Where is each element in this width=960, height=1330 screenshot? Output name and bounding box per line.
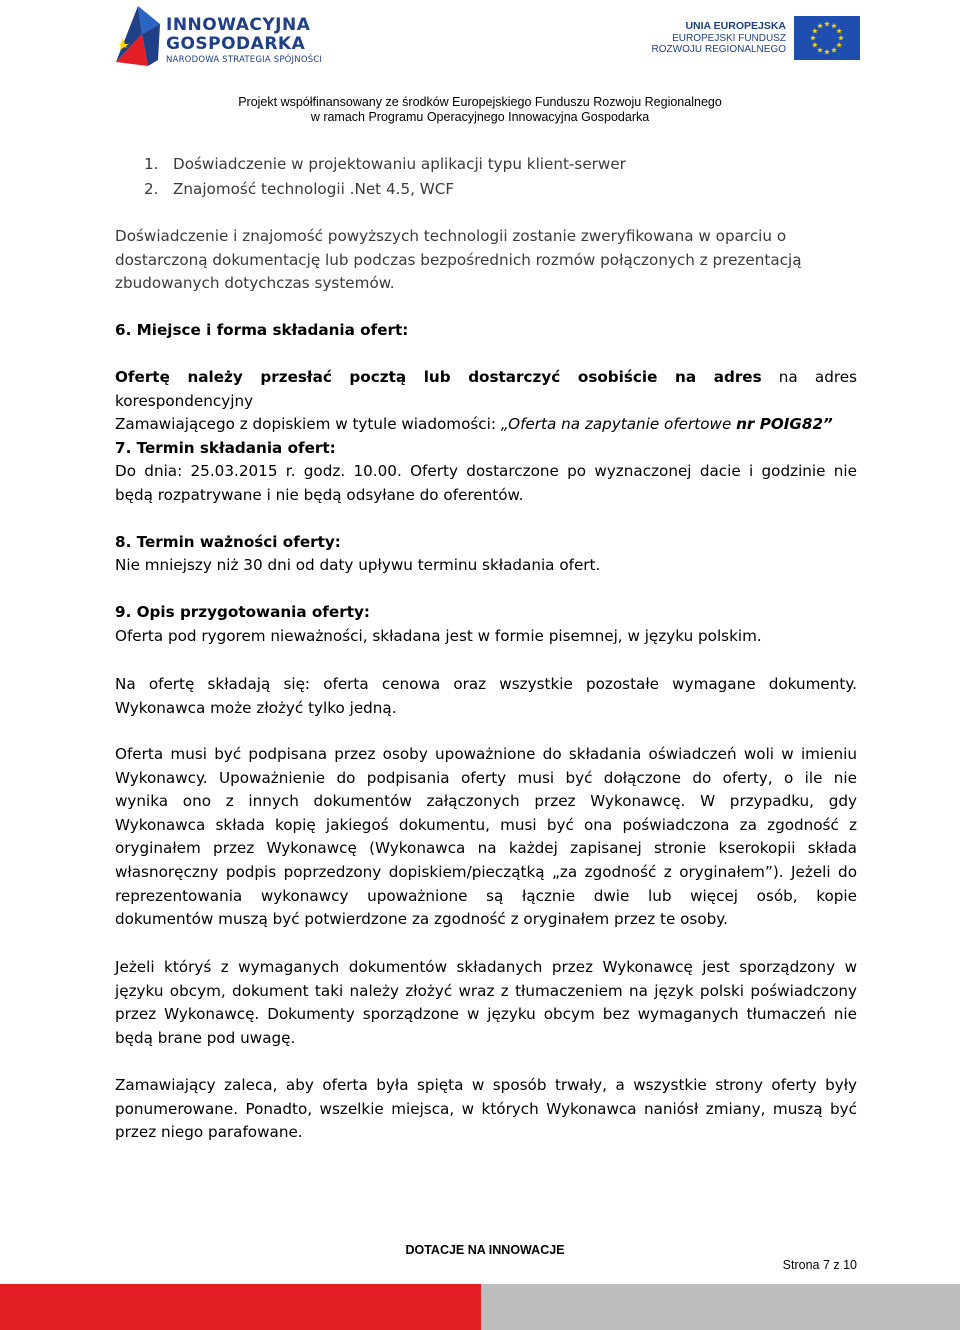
signature-paragraph — [115, 743, 857, 932]
text-line: dostarczoną dokumentację lub podczas bezpośrednich rozmów połączonych z prezentacją — [115, 250, 802, 269]
text-line: reprezentowania wykonawcy upoważnione są łącznie dwie lub więcej osób, kopie — [115, 886, 857, 905]
eu-logo-line3: ROZWOJU REGIONALNEGO — [651, 44, 786, 55]
text-line: oryginałem przez Wykonawcę (Wykonawca na każdej zapisanej stronie kserokopii składa — [115, 839, 857, 858]
eu-star-icon — [817, 23, 823, 28]
eu-flag-icon — [794, 16, 860, 60]
section-6-line2-italic: „Oferta na zapytanie ofertowe — [500, 415, 737, 434]
footer-bar-red — [0, 1284, 481, 1330]
logo-left-line1: INNOWACYJNA — [166, 15, 311, 35]
text-line: Wykonawca składa kopię jakiegoś dokumentu, musi być ona poświadczona za zgodność z — [115, 815, 857, 834]
foreign-language-paragraph — [115, 956, 857, 1050]
footer-title: DOTACJE NA INNOWACJE — [405, 1243, 565, 1257]
text-line: będą rozpatrywane i nie będą odsyłane do oferentów. — [115, 485, 524, 504]
components-paragraph — [115, 673, 857, 720]
section-6-line2-italic-bold: nr POIG82” — [736, 415, 833, 434]
text-line: Zamawiający zaleca, aby oferta była spięta w sposób trwały, a wszystkie strony oferty były — [115, 1076, 857, 1094]
section-9-text: Oferta pod rygorem nieważności, składana jest w formie pisemnej, w języku polskim. — [115, 627, 762, 645]
text-line: Jeżeli któryś z wymaganych dokumentów składanych przez Wykonawcę jest sporządzony w — [115, 958, 857, 976]
section-8-text: Nie mniejszy niż 30 dni od daty upływu terminu składania ofert. — [115, 556, 601, 574]
eu-star-icon — [824, 49, 830, 54]
eu-logo — [651, 12, 860, 62]
text-line: ponumerowane. Ponadto, wszelkie miejsca, w których Wykonawca naniósł zmiany, muszą być — [115, 1099, 857, 1118]
list-item — [144, 153, 626, 177]
eu-star-icon — [831, 23, 837, 28]
section-7-date: Do dnia: 25.03.2015 r. godz. 10.00. — [115, 462, 402, 480]
text-line: dokumentów muszą być potwierdzone za zgodność z oryginałem przez te osoby. — [115, 910, 728, 929]
text-line: języku obcym, dokument taki należy złożyć wraz z tłumaczeniem na język polski poświadczony — [115, 981, 857, 1000]
text-line: Na ofertę składają się: oferta cenowa oraz wszystkie pozostałe wymagane dokumenty. — [115, 675, 857, 693]
innowacyjna-gospodarka-logo — [108, 4, 338, 70]
eu-star-icon — [817, 47, 823, 52]
intro-paragraph — [115, 225, 857, 296]
section-7-line1-rest: Oferty dostarczone po wyznaczonej dacie i godzinie nie — [401, 462, 857, 480]
eu-star-icon — [836, 28, 842, 33]
section-6-heading: 6. Miejsce i forma składania ofert: — [115, 321, 409, 339]
section-6-line1-rest: na adres korespondencyjny — [115, 368, 857, 410]
text-line: Wykonawcy. Upoważnienie do podpisania oferty musi być dołączone do oferty, o ile nie — [115, 768, 857, 787]
logo-left-line2: GOSPODARKA — [166, 34, 306, 54]
header-project-line2: w ramach Programu Operacyjnego Innowacyjna Gospodarka — [310, 110, 650, 124]
section-9-heading: 9. Opis przygotowania oferty: — [115, 603, 370, 621]
list-item-number: 1. — [144, 155, 159, 173]
text-line: Doświadczenie i znajomość powyższych technologii zostanie zweryfikowana w oparciu o — [115, 227, 787, 245]
section-6-body — [115, 366, 857, 437]
text-line: będą brane pod uwagę. — [115, 1028, 296, 1047]
section-7-heading: 7. Termin składania ofert: — [115, 439, 336, 457]
text-line: przez niego parafowane. — [115, 1123, 303, 1142]
section-8-heading: 8. Termin ważności oferty: — [115, 533, 341, 551]
flag-logo-icon — [108, 4, 166, 70]
eu-star-icon — [831, 47, 837, 52]
binding-paragraph — [115, 1074, 857, 1145]
eu-logo-line1: UNIA EUROPEJSKA — [685, 20, 786, 32]
page-number: Strona 7 z 10 — [782, 1258, 857, 1272]
eu-star-icon — [838, 35, 844, 40]
logo-left-line3: NARODOWA STRATEGIA SPÓJNOŚCI — [166, 55, 323, 65]
eu-star-icon — [836, 42, 842, 47]
eu-star-icon — [824, 21, 830, 26]
list-item — [144, 178, 454, 202]
list-item-text: Znajomość technologii .Net 4.5, WCF — [173, 180, 455, 198]
header-project-line1: Projekt współfinansowany ze środków Europejskiego Funduszu Rozwoju Regionalnego — [238, 95, 722, 109]
list-item-text: Doświadczenie w projektowaniu aplikacji typu klient-serwer — [173, 155, 626, 173]
eu-star-icon — [812, 42, 818, 47]
footer-bar-gray — [481, 1284, 960, 1330]
text-line: zbudowanych dotychczas systemów. — [115, 274, 395, 293]
text-line: przez Wykonawcę. Dokumenty sporządzone w języku obcym bez wymaganych tłumaczeń nie — [115, 1005, 857, 1024]
section-6-line2: Zamawiającego z dopiskiem w tytule wiadomości: — [115, 415, 501, 434]
eu-star-icon — [812, 28, 818, 33]
eu-logo-line2: EUROPEJSKI FUNDUSZ — [672, 33, 786, 44]
section-7-body — [115, 460, 857, 507]
text-line: wynika ono z innych dokumentów załączonych przez Wykonawcę. W przypadku, gdy — [115, 792, 857, 811]
section-6-bold-lead: Ofertę należy przesłać pocztą lub dostarczyć osobiście na adres — [115, 368, 762, 386]
text-line: Wykonawca może złożyć tylko jedną. — [115, 698, 397, 717]
text-line: Oferta musi być podpisana przez osoby upoważnione do składania oświadczeń woli w imieniu — [115, 745, 857, 763]
text-line: własnoręczny podpis poprzedzony dopiskiem/pieczątką „za zgodność z oryginałem”). Jeżeli do — [115, 862, 857, 881]
list-item-number: 2. — [144, 180, 159, 198]
eu-star-icon — [810, 35, 816, 40]
